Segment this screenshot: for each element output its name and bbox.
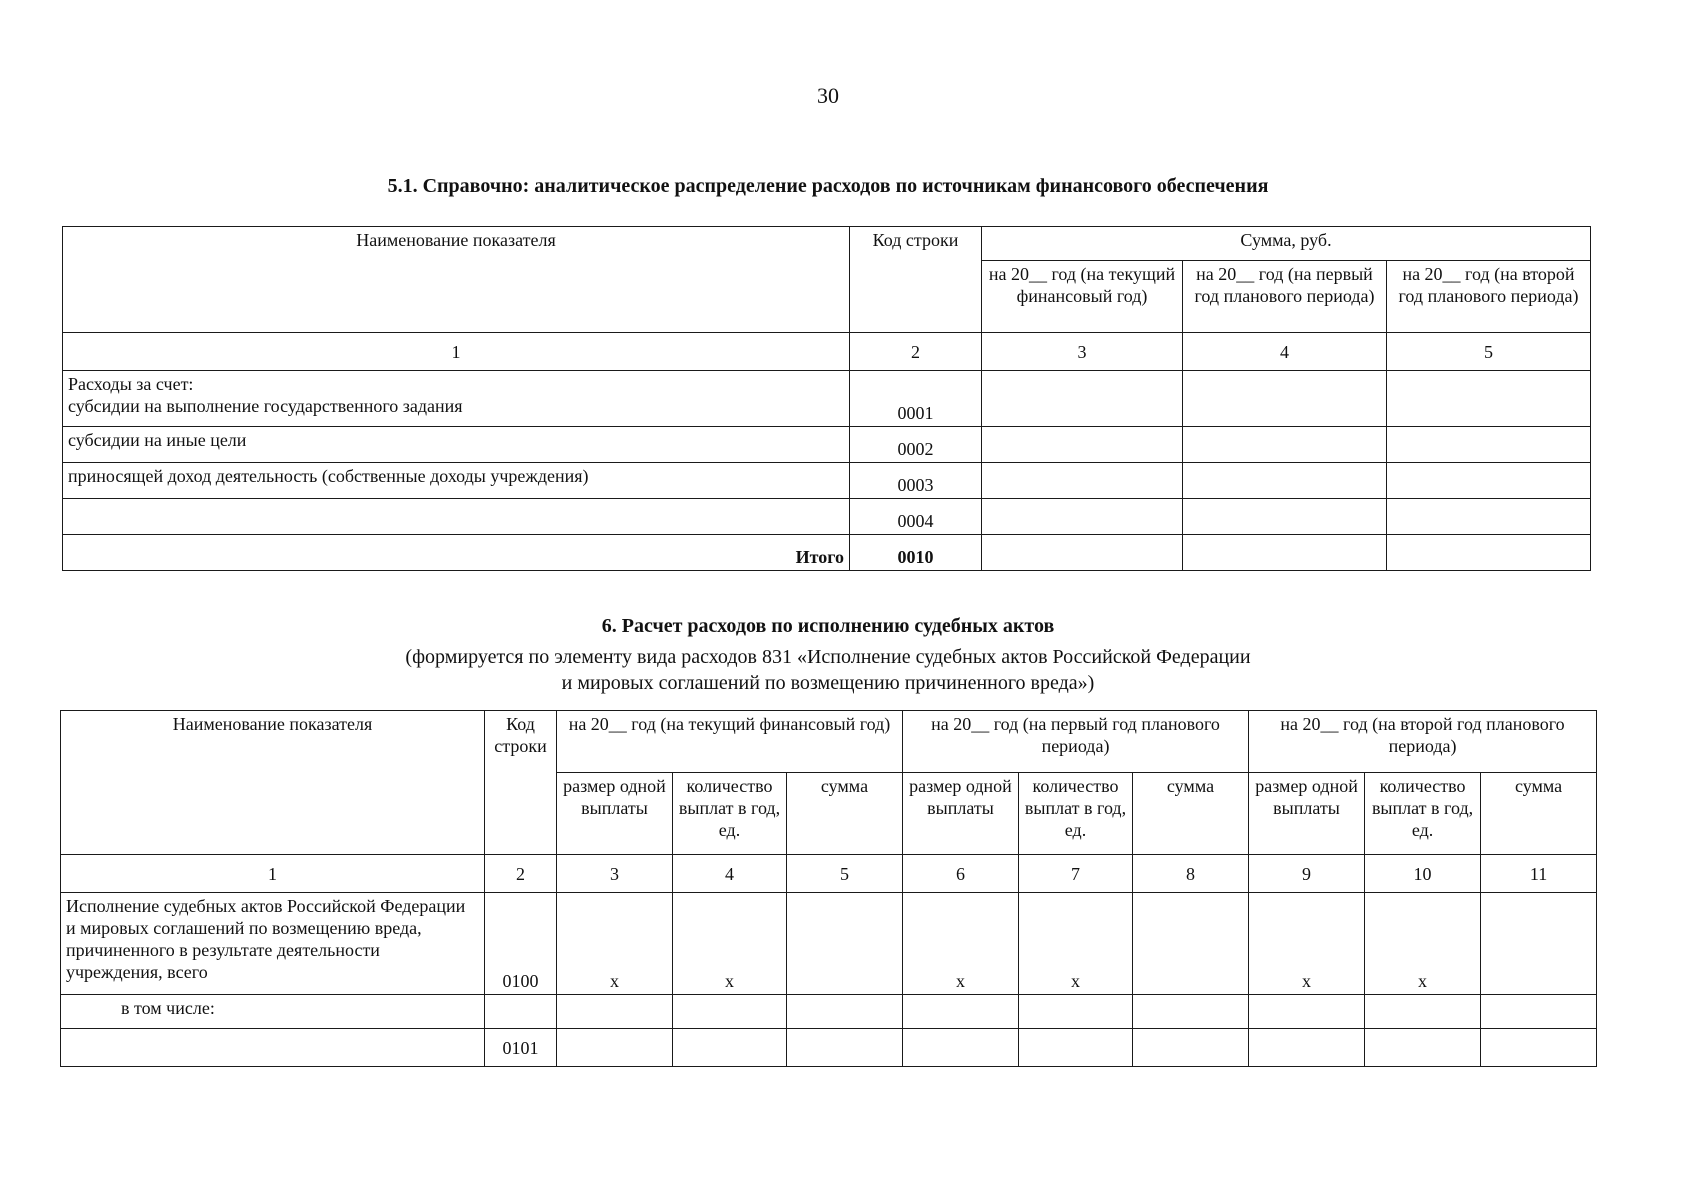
not-applicable-mark: x: [1365, 893, 1481, 995]
row-code: 0001: [850, 371, 982, 427]
table-row: [61, 893, 1597, 995]
row-code: 0004: [850, 499, 982, 535]
header-year-second-plan: на 20__ год (на второй год планового периода): [1249, 711, 1597, 773]
value-cell[interactable]: [1249, 1029, 1365, 1067]
row-name: Исполнение судебных актов Российской Федерации и мировых соглашений по возмещению вреда, причиненного в результате деятельности учреждения, всего: [61, 893, 485, 995]
header-payment-count: количество выплат в год, ед.: [1019, 773, 1133, 855]
not-applicable-mark: x: [1019, 893, 1133, 995]
header-indicator-name: Наименование показателя: [61, 711, 485, 855]
value-cell[interactable]: [787, 1029, 903, 1067]
row-code: 0002: [850, 427, 982, 463]
value-cell[interactable]: [1183, 499, 1387, 535]
header-payment-size: размер одной выплаты: [903, 773, 1019, 855]
row-name-text: субсидии на выполнение государственного задания: [68, 396, 463, 416]
table-row: [63, 371, 1591, 427]
row-code: 0003: [850, 463, 982, 499]
column-number: 5: [787, 855, 903, 893]
value-cell[interactable]: [1387, 499, 1591, 535]
row-name: приносящей доход деятельность (собственные доходы учреждения): [63, 463, 850, 499]
value-cell[interactable]: [982, 499, 1183, 535]
value-cell[interactable]: [1133, 995, 1249, 1029]
value-cell[interactable]: [1365, 1029, 1481, 1067]
not-applicable-mark: x: [557, 893, 673, 995]
column-number: 3: [557, 855, 673, 893]
court-acts-table: [60, 710, 1597, 1067]
header-year-current: на 20__ год (на текущий финансовый год): [982, 261, 1183, 333]
value-cell[interactable]: [1481, 1029, 1597, 1067]
column-number: 1: [63, 333, 850, 371]
value-cell[interactable]: [1183, 427, 1387, 463]
value-cell[interactable]: [1019, 995, 1133, 1029]
value-cell[interactable]: [1183, 463, 1387, 499]
section-6-subtitle-line2: и мировых соглашений по возмещению причиненного вреда»): [561, 672, 1095, 694]
section-6-title: 6. Расчет расходов по исполнению судебных актов: [601, 615, 1055, 637]
row-name: [63, 499, 850, 535]
header-row-code: Код строки: [485, 711, 557, 855]
row-lead-text: Расходы за счет:: [68, 374, 194, 394]
value-cell[interactable]: [557, 1029, 673, 1067]
value-cell[interactable]: [1481, 995, 1597, 1029]
value-cell[interactable]: [673, 995, 787, 1029]
value-cell[interactable]: [903, 1029, 1019, 1067]
value-cell[interactable]: [1387, 463, 1591, 499]
value-cell[interactable]: [557, 995, 673, 1029]
not-applicable-mark: x: [903, 893, 1019, 995]
header-year-second-plan: на 20__ год (на второй год планового периода): [1387, 261, 1591, 333]
column-number: 6: [903, 855, 1019, 893]
not-applicable-mark: x: [1249, 893, 1365, 995]
header-year-current: на 20__ год (на текущий финансовый год): [557, 711, 903, 773]
section-5-1-title: 5.1. Справочно: аналитическое распределение расходов по источникам финансового обеспечения: [387, 175, 1269, 197]
value-cell[interactable]: [903, 995, 1019, 1029]
column-number: 7: [1019, 855, 1133, 893]
column-number: 9: [1249, 855, 1365, 893]
table-row: [63, 463, 1591, 499]
row-code: [485, 995, 557, 1029]
value-cell[interactable]: [787, 995, 903, 1029]
header-year-first-plan: на 20__ год (на первый год планового периода): [1183, 261, 1387, 333]
row-name: в том числе:: [61, 995, 485, 1029]
header-sum: сумма: [787, 773, 903, 855]
header-sum: сумма: [1133, 773, 1249, 855]
header-row-code: Код строки: [850, 227, 982, 333]
value-cell[interactable]: [1019, 1029, 1133, 1067]
total-label: Итого: [63, 535, 850, 571]
value-cell[interactable]: [982, 427, 1183, 463]
value-cell[interactable]: [1183, 371, 1387, 427]
value-cell[interactable]: [1133, 1029, 1249, 1067]
section-6-subtitle-line1: (формируется по элементу вида расходов 831 «Исполнение судебных актов Российской Федерации: [405, 646, 1251, 668]
header-year-first-plan: на 20__ год (на первый год планового периода): [903, 711, 1249, 773]
header-payment-count: количество выплат в год, ед.: [1365, 773, 1481, 855]
column-number: 5: [1387, 333, 1591, 371]
header-sum: сумма: [1481, 773, 1597, 855]
total-code: 0010: [850, 535, 982, 571]
header-indicator-name: Наименование показателя: [63, 227, 850, 333]
column-number: 10: [1365, 855, 1481, 893]
header-sum: Сумма, руб.: [982, 227, 1591, 261]
table-row: [63, 427, 1591, 463]
row-code: 0101: [485, 1029, 557, 1067]
value-cell[interactable]: [1387, 535, 1591, 571]
table-row: [61, 995, 1597, 1029]
table-row: [61, 1029, 1597, 1067]
value-cell[interactable]: [1133, 893, 1249, 995]
column-number: 2: [850, 333, 982, 371]
column-number: 4: [1183, 333, 1387, 371]
value-cell[interactable]: [1249, 995, 1365, 1029]
column-number: 1: [61, 855, 485, 893]
total-row: [63, 535, 1591, 571]
expense-sources-table: [62, 226, 1591, 571]
column-number: 3: [982, 333, 1183, 371]
column-number: 2: [485, 855, 557, 893]
header-payment-size: размер одной выплаты: [1249, 773, 1365, 855]
column-number: 4: [673, 855, 787, 893]
value-cell[interactable]: [673, 1029, 787, 1067]
row-name: [63, 371, 850, 427]
column-number: 8: [1133, 855, 1249, 893]
row-code: 0100: [485, 893, 557, 995]
table-row: [63, 499, 1591, 535]
value-cell[interactable]: [982, 535, 1183, 571]
value-cell[interactable]: [1387, 371, 1591, 427]
value-cell[interactable]: [1387, 427, 1591, 463]
column-number: 11: [1481, 855, 1597, 893]
value-cell[interactable]: [1365, 995, 1481, 1029]
value-cell[interactable]: [982, 371, 1183, 427]
value-cell[interactable]: [1481, 893, 1597, 995]
row-name: [61, 1029, 485, 1067]
header-payment-size: размер одной выплаты: [557, 773, 673, 855]
header-payment-count: количество выплат в год, ед.: [673, 773, 787, 855]
page-number: 30: [817, 83, 839, 108]
value-cell[interactable]: [982, 463, 1183, 499]
not-applicable-mark: x: [673, 893, 787, 995]
value-cell[interactable]: [787, 893, 903, 995]
value-cell[interactable]: [1183, 535, 1387, 571]
row-name: субсидии на иные цели: [63, 427, 850, 463]
